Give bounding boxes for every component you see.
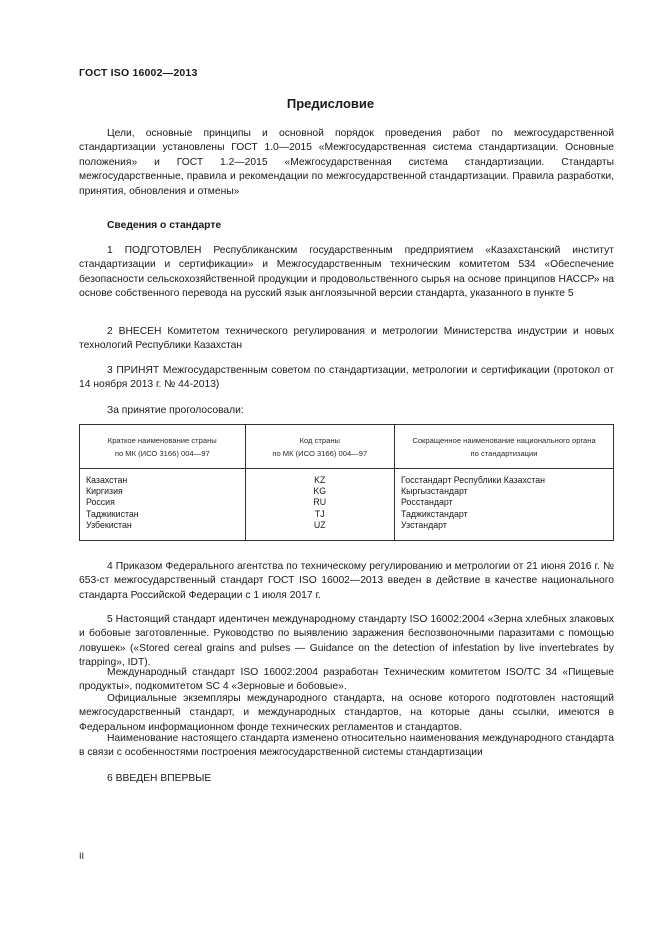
item-5-paragraph: 5 Настоящий стандарт идентичен международному стандарту ISO 16002:2004 «Зерна хлебных злаковых и бобовые заготовленные. Руководство по выявлению заражения беспозвоночными паразитами с помощью ловушек» («Stored cereal grains and pulses — Guidance on the detection of infestation by live invertebrates by trapping», IDT). xyxy=(79,614,614,669)
standards-body: Таджикстандарт xyxy=(401,508,468,519)
country-name: Таджикистан xyxy=(86,508,139,519)
col-header-code-line2: по МК (ИСО 3166) 004—97 xyxy=(272,448,368,458)
voted-label: За принятие проголосовали: xyxy=(107,405,244,416)
item-4-paragraph: 4 Приказом Федерального агентства по техническому регулированию и метрологии от 21 июня 2016 г. № 653-ст межгосударственный стандарт ГОСТ ISO 16002—2013 введен в действие в качестве национального стандарта Российской Федерации с 1 июля 2017 г. xyxy=(79,561,614,601)
country-name: Казахстан xyxy=(86,475,128,485)
info-heading: Сведения о стандарте xyxy=(107,220,222,231)
country-code: TJ xyxy=(314,508,325,519)
code-cell xyxy=(245,469,395,541)
item-5-tc-paragraph: Международный стандарт ISO 16002:2004 разработан Техническим комитетом ISO/TC 34 «Пищевые продукты», подкомитетом SC 4 «Зерновые и бобовые». xyxy=(79,667,614,693)
item-5-copies-paragraph: Официальные экземпляры международного стандарта, на основе которого подготовлен настоящий межгосударственный стандарт, и международных стандартов, на которые даны ссылки, имеются в Федеральном информационном фонде технических регламентов и стандартов. xyxy=(79,693,614,733)
col-header-country-line2: по МК (ИСО 3166) 004—97 xyxy=(114,448,210,458)
body-cell xyxy=(395,469,614,541)
standards-body: Госстандарт Республики Казахстан xyxy=(401,475,545,485)
country-name: Россия xyxy=(86,497,115,508)
item-2-paragraph: 2 ВНЕСЕН Комитетом технического регулирования и метрологии Министерства индустрии и новых технологий Республики Казахстан xyxy=(79,326,614,352)
item-3-paragraph: 3 ПРИНЯТ Межгосударственным советом по стандартизации, метрологии и сертификации (протокол от 14 ноября 2013 г. № 44-2013) xyxy=(79,365,614,391)
document-header: ГОСТ ISO 16002—2013 xyxy=(79,67,198,79)
standards-body: Кыргызстандарт xyxy=(401,486,468,497)
col-header-body-line2: по стандартизации xyxy=(470,448,538,458)
item-6-paragraph: 6 ВВЕДЕН ВПЕРВЫЕ xyxy=(107,773,212,784)
country-code: KZ xyxy=(314,475,326,485)
col-header-country-line1: Краткое наименование страны xyxy=(107,435,217,445)
country-name: Узбекистан xyxy=(86,519,132,530)
country-code: UZ xyxy=(313,519,326,530)
item-1-paragraph: 1 ПОДГОТОВЛЕН Республиканским государственным предприятием «Казахстанский институт стандартизации и сертификации» и Межгосударственным техническим комитетом 534 «Обеспечение безопасности сельскохозяйственной продукции и продовольственного сырья на основе принципов НАССР» на основе собственного перевода на русский язык англоязычной версии стандарта, указанного в пункте 5 xyxy=(79,245,614,300)
country-code: RU xyxy=(313,497,327,508)
col-header-country xyxy=(80,425,246,469)
col-header-body xyxy=(395,425,614,469)
page-title: Предисловие xyxy=(286,96,375,111)
intro-paragraph: Цели, основные принципы и основной порядок проведения работ по межгосударственной стандартизации установлены ГОСТ 1.0—2015 «Межгосударственная система стандартизации. Основные положения» и ГОСТ 1.2—2015 «Межгосударственная система стандартизации. Стандарты межгосударственные, правила и рекомендации по межгосударственной стандартизации. Правила разработки, принятия, обновления и отмены» xyxy=(79,128,614,197)
table-header-row xyxy=(80,425,614,469)
country-cell xyxy=(80,469,246,541)
standards-body: Узстандарт xyxy=(401,519,447,530)
country-name: Киргизия xyxy=(86,486,123,497)
col-header-body-line1: Сокращенное наименование национального органа xyxy=(412,435,596,445)
item-5-name-paragraph: Наименование настоящего стандарта изменено относительно наименования международного стандарта в связи с особенностями построения межгосударственной системы стандартизации xyxy=(79,733,614,759)
table-body xyxy=(80,469,614,541)
voting-table xyxy=(79,424,614,541)
country-code: KG xyxy=(313,486,327,497)
col-header-code-line1: Код страны xyxy=(299,435,340,445)
page-number: II xyxy=(79,851,85,861)
standards-body: Росстандарт xyxy=(401,497,453,508)
col-header-code xyxy=(245,425,395,469)
